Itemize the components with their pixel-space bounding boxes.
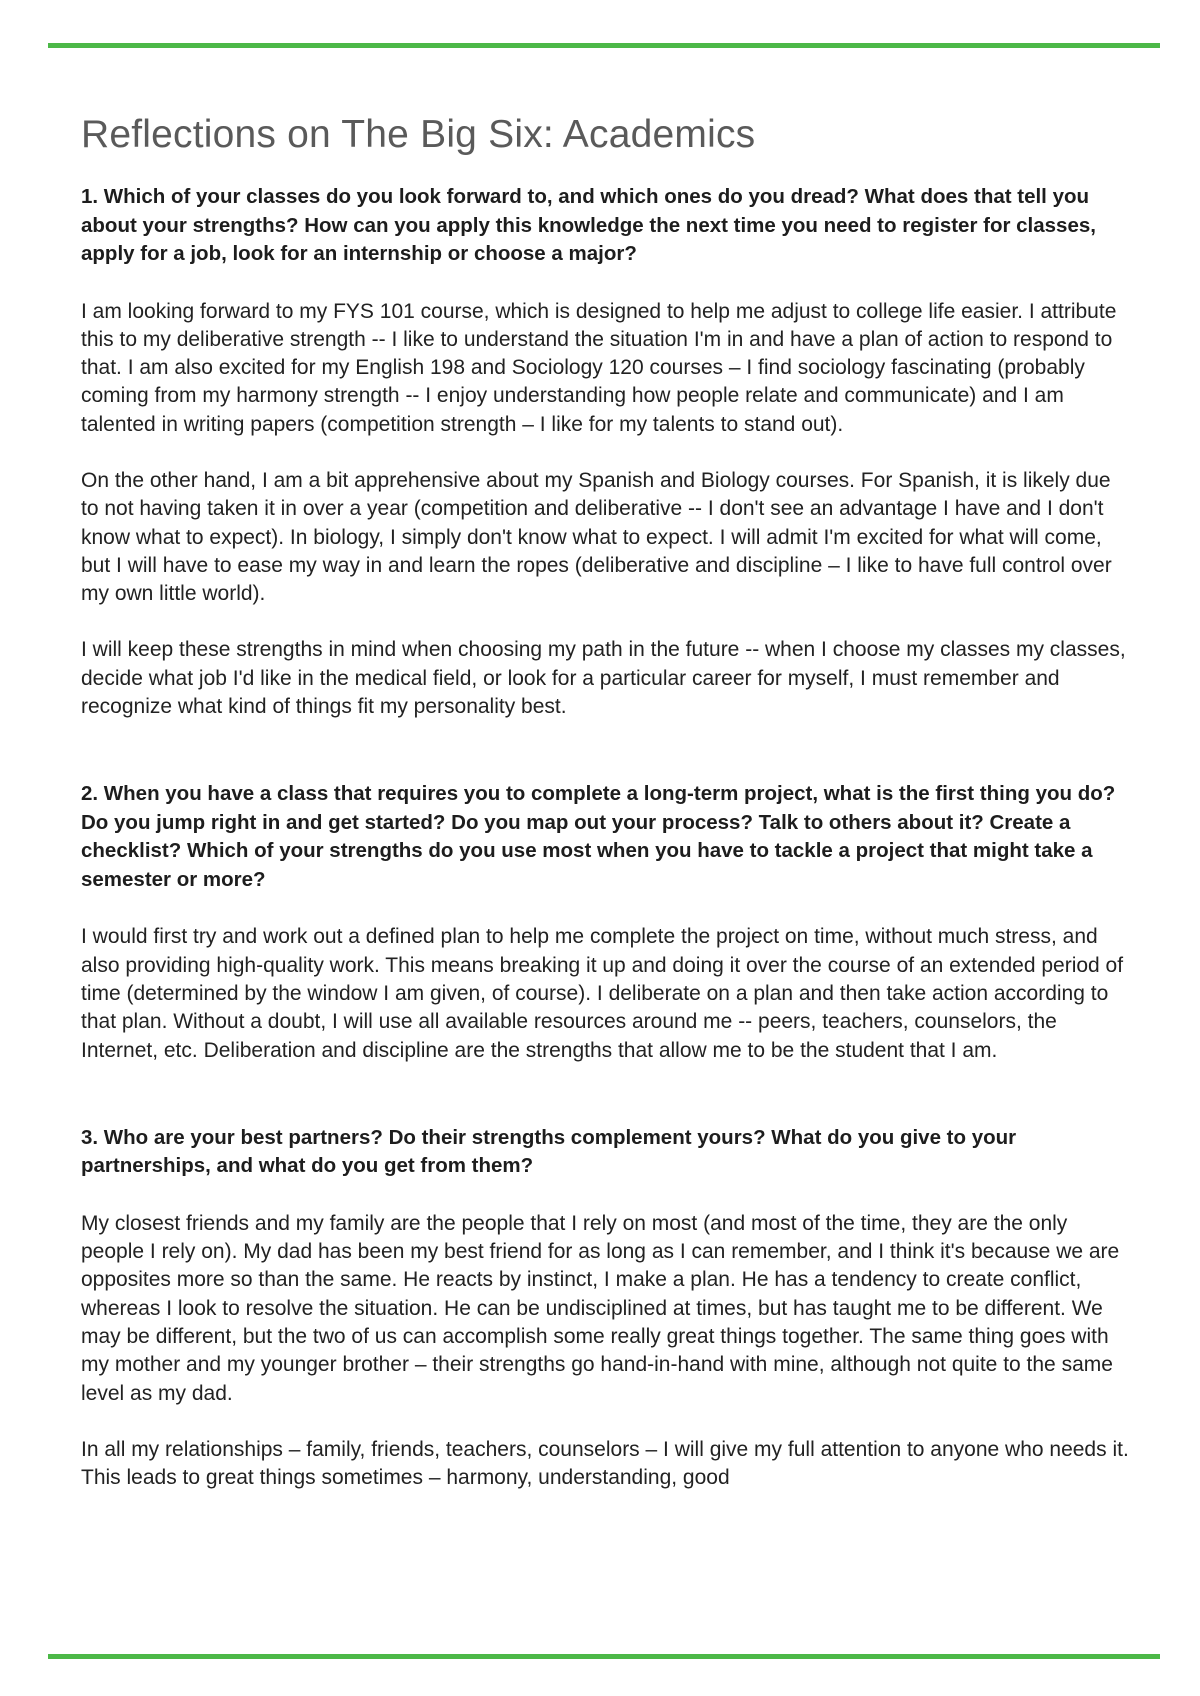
answer-paragraph: I am looking forward to my FYS 101 course, which is designed to help me adjust to college life easier. I attribute this to my deliberative strength -- I like to understand the situation I'm in and have a plan of action to respond to that. I am also excited for my English 198 and Sociology 120 courses – I find sociology fascinating (probably coming from my harmony strength -- I enjoy understanding how people relate and communicate) and I am talented in writing papers (competition strength – I like for my talents to stand out). [81,299,1117,436]
bottom-divider [48,1654,1160,1659]
section-3 [81,1124,1131,1493]
top-divider [48,43,1160,48]
document-body [81,108,1131,1493]
question-2: 2. When you have a class that requires you to complete a long-term project, what is the first thing you do? Do you jump right in and get started? Do you map out your process? Talk to others about it? Create a checklist? Which of your strengths do you use most when you have to tackle a project that might take a semester or more? [81,782,1116,891]
page-title: Reflections on The Big Six: Academics [81,113,756,156]
question-1: 1. Which of your classes do you look forward to, and which ones do you dread? What does that tell you about your strengths? How can you apply this knowledge the next time you need to register for classes, apply for a job, look for an internship or choose a major? [81,185,1096,265]
section-2 [81,780,1131,1064]
answer-paragraph: I would first try and work out a defined plan to help me complete the project on time, without much stress, and also providing high-quality work. This means breaking it up and doing it over the course of an extended period of time (determined by the window I am given, of course). I deliberate on a plan and then take action according to that plan. Without a doubt, I will use all available resources around me -- peers, teachers, counselors, the Internet, etc. Deliberation and discipline are the strengths that allow me to be the student that I am. [81,925,1124,1062]
question-3: 3. Who are your best partners? Do their strengths complement yours? What do you give to your partnerships, and what do you get from them? [81,1125,1017,1178]
answer-paragraph: In all my relationships – family, friends, teachers, counselors – I will give my full attention to anyone who needs it. This leads to great things sometimes – harmony, understanding, good [81,1437,1129,1490]
section-1 [81,183,1131,721]
answer-paragraph: On the other hand, I am a bit apprehensive about my Spanish and Biology courses. For Spanish, it is likely due to not having taken it in over a year (competition and deliberative -- I don't see an advantage I have and I don't know what to expect). In biology, I simply don't know what to expect. I will admit I'm excited for what will come, but I will have to ease my way in and learn the ropes (deliberative and discipline – I like to have full control over my own little world). [81,468,1112,606]
answer-paragraph: I will keep these strengths in mind when choosing my path in the future -- when I choose my classes my classes, decide what job I'd like in the medical field, or look for a particular career for myself, I must remember and recognize what kind of things fit my personality best. [81,638,1126,719]
answer-paragraph: My closest friends and my family are the people that I rely on most (and most of the time, they are the only people I rely on). My dad has been my best friend for as long as I can remember, and I think it's because we are opposites more so than the same. He reacts by instinct, I make a plan. He has a tendency to create conflict, whereas I look to resolve the situation. He can be undisciplined at times, but has taught me to be different. We may be different, but the two of us can accomplish some really great things together. The same thing goes with my mother and my younger brother – their strengths go hand-in-hand with mine, although not quite to the same level as my dad. [81,1211,1120,1405]
